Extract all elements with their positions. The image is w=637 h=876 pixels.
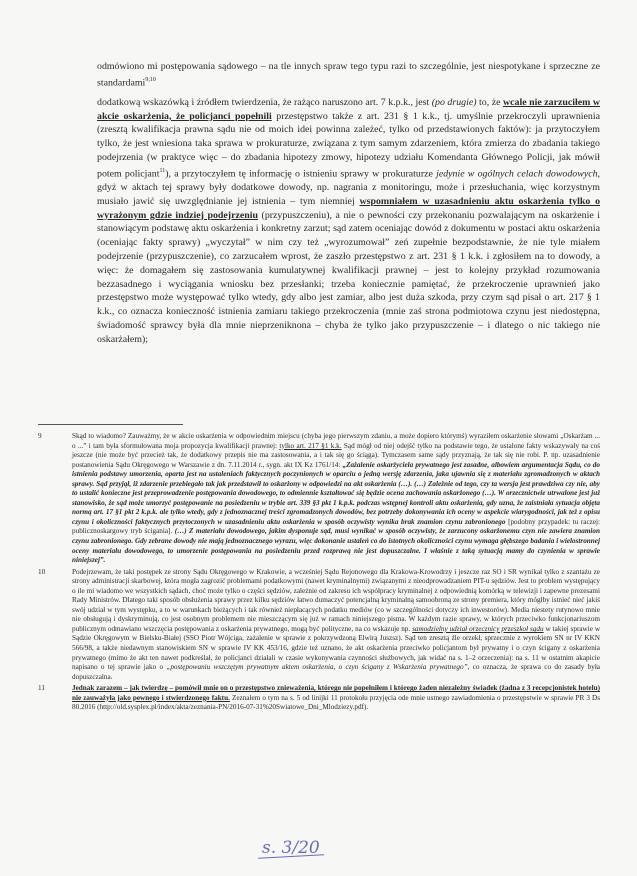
paragraph-2-bold-underline-d: wcale nie zarzuciłem w akcie oskarżenia, że policjanci popełnili — [97, 96, 600, 122]
footnote-10-text-a: Podejrzewam, że taki postępek ze strony Sądu Okręgowego w Krakowie, a wcześniej Sądu Rejonowego dla Krakowa-Krowodrzy i jeszcze raz SO i SR wynikał tylko z szantażu ze strony administracji skarbowej, która mogła zagrozić problemami podatkowymi (nawet kryminalnymi) związanymi z nieodprowadzaniem PIT-u sędziów. Jest to problem występujący o ile mi wiadomo we wszystkich sądach, choć może tylko o części sędziów, zależnie od zakresu ich współpracy kryminalnej z odpowiednią komórką w telewizji i zapewne prezesami Rady Ministrów. Dlatego taki sposób obsłużenia sprawy przez kilku sędziów łatwo dumaczyć potencjalną kryminalną samoobroną ze strony premiera, który mógłby istnieć nieć jakiś swój udział w tym występku, a to w warunkach bieżących i tak również niepłacących podatku mediów (co w szczególności dotyczy ich inwestorów). Media niestety rutynowo mnie nie obsługują i dyskryminują, co jest osobnym problemem nie mieszczącym się już w ramach niniejszego pisma. W każdym razie sprawy, w których przeciwko funkcjonariuszom publicznym odmawiano wszczęcia postępowania z oskarżenia prywatnego, mogą być polityczne, na co wskazuje np. — [72, 567, 600, 633]
footnote-ref-9-10: 9;10 — [145, 76, 156, 83]
footnote-separator — [38, 424, 183, 425]
footnote-ref-11: 11 — [159, 167, 166, 174]
footnote-10-quote-d: „postępowaniu wszczętym prywatnym aktem oskarżenia, o czyn ścigany z Wskarżenia prywatnego” — [166, 663, 468, 672]
footnote-9-quote-f: (…) Z materiału dowodowego, jakim dysponuje sąd, musi wynikać w sposób oczywisty, że zarzucony oskarżonemu czyn nie zawiera znamion czynu zabronionego. Gdy zebrane dowody nie mają jednoznacznego wyrazu, więc dokonanie ustaleń co do istotnych okoliczności czynu wymaga głębszego badania i wielostronnej oceny materiału dowodowego, to umorzenie postępowania na posiedzeniu przed rozprawą nie jest dopuszczalne. I właśnie z taką sytuacją mamy do czynienia w sprawie niniejszej”. — [72, 527, 600, 565]
footnote-number: 11 — [38, 684, 45, 693]
paragraph-1-text: odmówiono mi postępowania sądowego – na tle innych spraw tego typu razi to szczególnie, jest niespotykane i sprzeczne ze standardami — [97, 61, 600, 89]
paragraph-2-emphasis-g: jedynie w ogólnych celach dowodowych — [436, 168, 598, 180]
main-text — [97, 60, 600, 353]
footnote-10-text-e: , co oznacza, że sprawa co do zasady była dopuszczalna. — [72, 663, 601, 681]
footnote-9-text-e: [podobny przypadek: tu raczej: publicznoskargowy tryb ścigania]. — [72, 517, 601, 536]
paragraph-2-text-j: (przypuszczeniu), a nie o pewności czy przekonaniu pozwalającym na oskarżenie i stanowiącym podstawę aktu oskarżenia i konkretny zarzut; sąd zatem oceniając dowód z dokumentu w postaci aktu oskarżenia (oceniając fakty sprawy) „wyczytał” w nim czy też „wyrozumował” zeń zupełnie bezpodstawnie, że nie tyle miałem podejrzenie (przypuszczenie), co zarzucałem wprost, że zaszło przestępstwo z art. 231 § 1 k.k. i zgłosiłem na to dowody, a więc: że domagałem się zastosowania kumulatywnej kwalifikacji prawnej – jest to kolejny przykład rozumowania bezzasadnego i wyciągania wniosku bez przesłanki; trzeba koniecznie pamiętać, że przekroczenie uprawnień jako przestępstwo może występować tylko wtedy, gdy albo jest zamiar, albo jest duża szkoda, przy czym sąd pisał o art. 217 § 1 k.k., co oznacza konieczność istnienia zamiaru takiego przekroczenia (mnie zaś strona podmiotowa czynu jest niedostępna, świadomość sprawcy była dla mnie nieprzeniknona – chyba że tylko jako przypuszczenie – i dlatego o nic takiego nie oskarżałem); — [97, 209, 601, 345]
footnote-9-text-a: Skąd to wiadomo? Zauważmy, że w akcie oskarżenia w odpowiednim miejscu (chyba jego pierwszym zdaniu, a może dopiero którymś) wyraziłem oskarżenie słowami „Oskarżam ... o ...” i tam była sformułowana moja propozycja kwalifikacji prawnej: — [72, 432, 600, 450]
paragraph-1 — [97, 60, 600, 90]
footnote-10-underline-b: samodzielny udział orzecznicy przeszkoł sądu — [412, 624, 544, 633]
footnote-10-text-c: w takiej sprawie w Sądzie Okręgowym w Bielsku-Białej (SSO Piotr Wójciga, zażalenie w sprawie z pokrzywdzoną Elwirą Juszsz). Sąd ten zresztą źle orzekł, sprzecznie z wyrokiem SN nr IV KKN 566/98, a także niedawnym stanowiskiem SN w sprawie IV KK 453/16, gdzie też uznano, że akt oskarżenia przeciwko policjantom był prywatny i o czyn ścigany z oskarżenia prywatnego (mimo że akt ten nawet podkreślał, że policjanci działali w czasie wykonywania czynności służbowych, jak widać na s. 1–2 orzeczenia): na s. 11 w ostatnim akapicie napisano o tej sprawie jako o — [72, 624, 601, 672]
paragraph-2-text-e: przestępstwo także z art. 231 § 1 k.k., tj. umyślnie przekroczyli uprawnienia (zresztą kwalifikacja prawna sądu nie od moich idei powinna zależeć, tylko od przedstawionych faktów): ja przytoczyłem tylko, że jest wniesiona taka sprawa w prokuraturze, związana z tym samym zdarzeniem, która zmierza do zbadania takiego podejrzenia (w praktyce więc – do zbadania hipotezy zmowy, hipotezy udziału Komendanta Głównego Policji, jak mówił potem policjant — [97, 110, 601, 180]
footnote-9-text-c: Sąd mógł od niej odejść tylko na podstawie tego, że ustalone fakty wskazywały na coś jeszcze (nie może być przecież tak, że dodatkowy przepis nie ma zastosowania, a i tak się go ściąga). Tymczasem same sądy przyznają, że tak się nie robi. P. np. uzasadnienie postanowienia Sądu Okręgowego w Warszawie z dn. 7.11.2014 r., sygn. akt IX Kz 1761/14: — [72, 441, 601, 469]
paragraph-2-text-h: , gdyż w aktach tej sprawy były dodatkowe dowody, np. nagrania z monitoringu, może i przesłuchania, więc korzystnym musiało jawić się uwzględnianie jej istnienia – tym niemniej — [97, 168, 600, 207]
paragraph-2-bold-underline-i: wspomniałem w uzasadnieniu aktu oskarżenia tylko o wyrażonym gdzie indziej podejrzeniu — [97, 195, 601, 221]
footnote-11-text-b: Zeznałem o tym na s. 5 od linijki 11 protokołu przyjęcia ode mnie ustnego zawiadomienia o przestępstwie w sprawie PR 3 Ds 80.2016 (http://old.sysplex.pl/index/akta/zeznania-PN/2016-07-31%20Swiatowe_Dni_Mlodziezy.pdf). — [72, 693, 600, 712]
footnote-9-quote-d: „Zażalenie oskarżyciela prywatnego jest zasadne, albowiem argumentacja Sądu, co do istnienia podstawy umorzenia, oparta jest na ustaleniach faktycznych poczynionych w oparciu o jedną wersję zdarzenia, jaka ujawnia się z materiału zgromadzonych w aktach sprawy. Sąd przyjął, iż zdarzenie przebiegało tak jak przedstawił to oskarżony w odpowiedzi na akt oskarżenia (…). (…) Zależnie od tego, czy ta wersja jest prawdziwa czy nie, aby to ustalić konieczne jest przeprowadzenie postępowania dowodowego, to odmiennie kształtować się będzie ocena zachowania oskarżonego (…). W orzecznictwie utrwalone jest już stanowisko, że sąd może umorzyć postępowanie na posiedzeniu w trybie art. 339 §3 pkt 1 k.p.k. podczas wstępnej kontroli aktu oskarżenia, gdy uzna, że zaistniała sytuacja objęta normą art. 17 §1 pkt 2 k.p.k. ale tylko wtedy, gdy z jednoznacznej treści zgromadzonych dowodów, bez potrzeby dokonywania ich oceny w aspekcie wiarygodności, jak też z opisu czynu i okoliczności faktycznych przytoczonych w uzasadnieniu aktu oskarżenia w sposób oczywisty wynika brak znamion czynu zabronionego — [72, 460, 600, 526]
footnote-text — [72, 568, 600, 683]
footnote-11 — [38, 684, 600, 713]
paragraph-2-emphasis-b: (po drugie) — [431, 96, 477, 108]
paragraph-2-text-a: dodatkową wskazówką i źródłem twierdzenia, że rażąco naruszono art. 7 k.p.k., jest — [97, 96, 430, 108]
footnote-text — [72, 432, 600, 566]
handwritten-page-number: s. 3/20 — [262, 838, 320, 858]
footnotes — [38, 432, 600, 715]
paragraph-2 — [97, 96, 600, 347]
footnote-number: 10 — [38, 567, 46, 576]
footnote-number: 9 — [38, 432, 42, 440]
footnote-9 — [38, 432, 600, 566]
footnote-text — [72, 684, 600, 713]
footnote-9-underline-b: tylko art. 217 §1 k.k. — [279, 441, 342, 450]
paragraph-2-text-c: to, że — [479, 96, 501, 108]
footnote-10 — [38, 568, 600, 683]
paragraph-2-text-f: ), a przytoczyłem tę informację o istnieniu sprawy w prokuraturze — [165, 168, 433, 180]
footnote-11-bold-a: Jednak zarazem – jak twierdzę – pomówił mnie on o przestępstwo znieważenia, którego nie popełniłem i którego żaden niezależny świadek (żadna z 3 recepcjonistek hotelu) nie zauważyła jako pewnego i stwierdzonego faktu. — [72, 684, 600, 702]
